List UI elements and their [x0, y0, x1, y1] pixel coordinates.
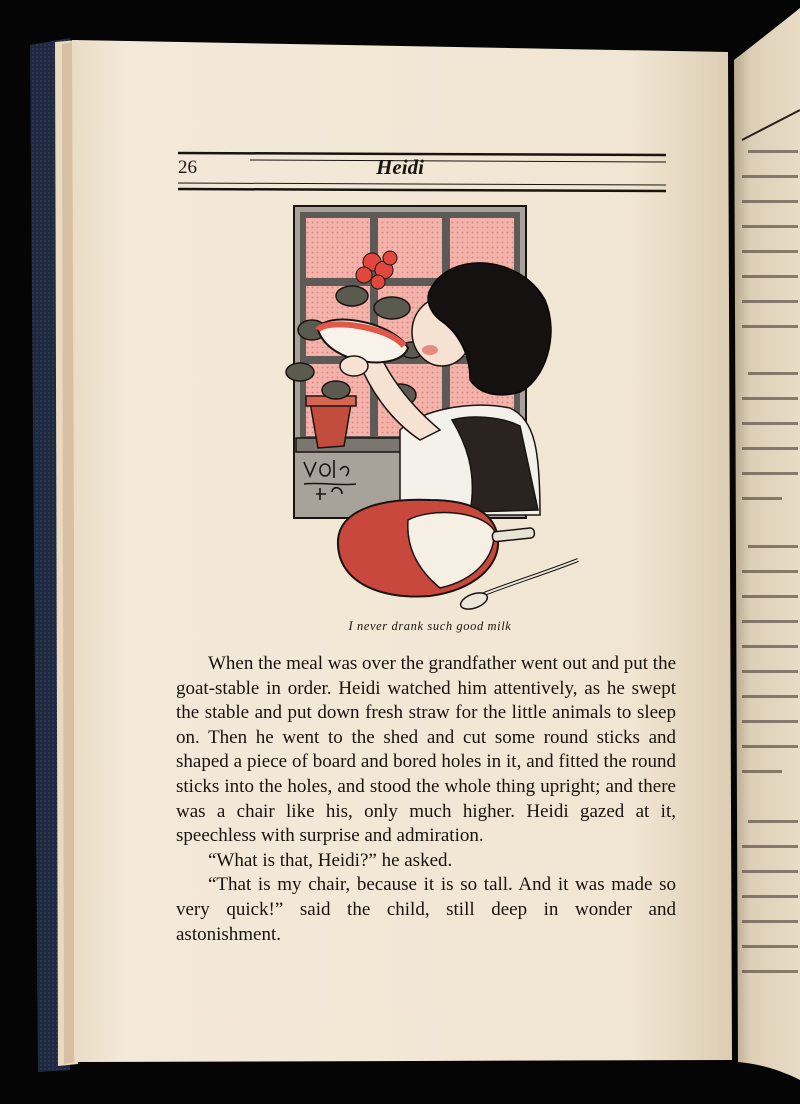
- right-page: [734, 8, 800, 1080]
- paragraph: When the meal was over the grandfather went out and put the goat-stable in order. Heidi watched him attentively, as he swept the stable and put down fresh straw for the little animals to sleep on. Then he went to the shed and cut some round sticks and shaped a piece of board and bored holes in it, and fitted the round sticks into the holes, and stood the whole thing upright; and there was a chair like his, only much higher. Heidi gazed at it, speechless with surprise and admiration.: [176, 653, 676, 847]
- running-head: Heidi: [376, 155, 424, 179]
- paragraph: “That is my chair, because it is so tall. And it was made so very quick!” said the child, still deep in wonder and astonishment.: [176, 874, 676, 945]
- illustration-caption: I never drank such good milk: [348, 619, 512, 633]
- paragraph: “What is that, Heidi?” he asked.: [208, 849, 453, 871]
- page-number: 26: [178, 157, 197, 178]
- body-text: [176, 652, 676, 947]
